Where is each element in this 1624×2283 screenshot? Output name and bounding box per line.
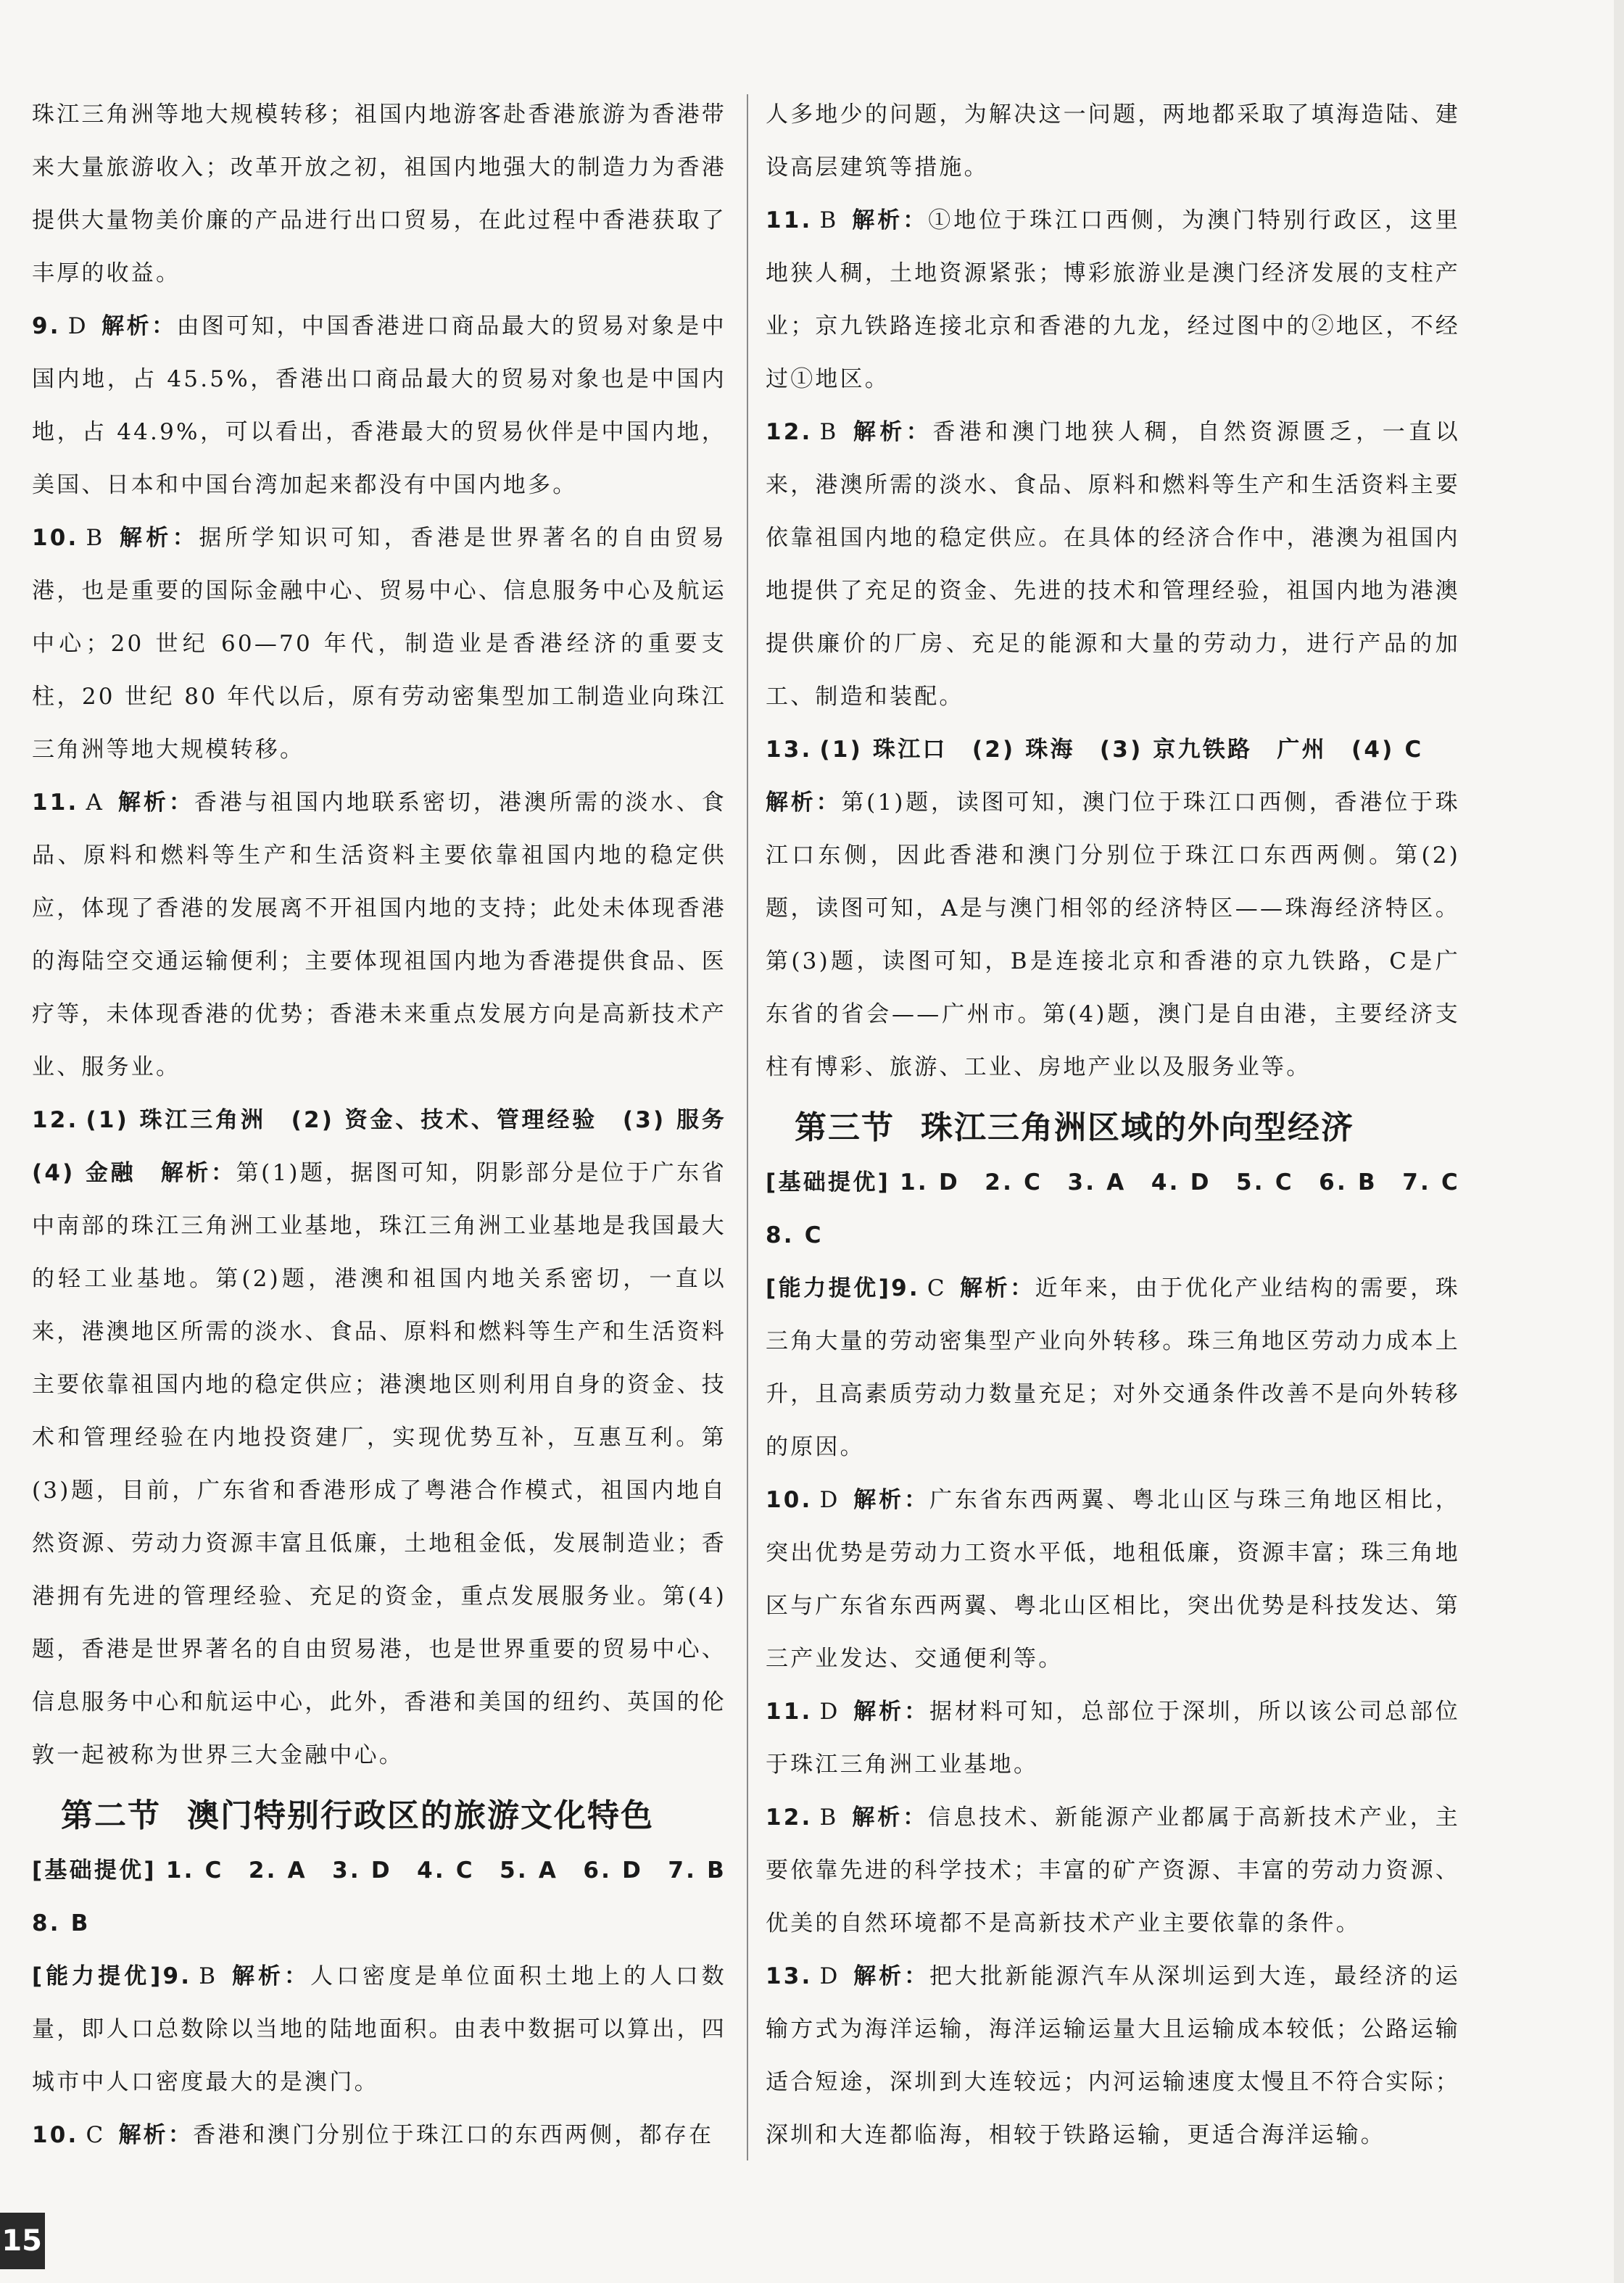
analysis-text: 广东省东西两翼、粤北山区与珠三角地区相比，突出优势是劳动力工资水平低，地租低廉，资源丰富；珠三角地区与广东省东西两翼、粤北山区相比，突出优势是科技发达、第三产业发达、交通便利等。: [766, 1487, 1460, 1672]
item-answers: (1) 珠江口 (2) 珠海 (3) 京九铁路 广州 (4) C: [819, 737, 1424, 763]
answer-item-9: [32, 300, 726, 512]
analysis-text: 人口密度是单位面积土地上的人口数量，即人口总数除以当地的陆地面积。由表中数据可以算出，四城市中人口密度最大的是澳门。: [32, 1963, 726, 2095]
analysis-label: 解析：: [117, 525, 199, 551]
item-answer: C: [927, 1275, 947, 1301]
answer-item-10b: [32, 2109, 726, 2162]
analysis-label: 解析：: [160, 1160, 236, 1186]
analysis-label: 解析：: [851, 1805, 929, 1831]
item-number: 12.: [766, 1805, 813, 1831]
item-answers: (1) 珠江三角洲 (2) 资金、技术、管理经验 (3) 服务 (4) 金融: [32, 1107, 752, 1186]
analysis-label: 解析：: [853, 1699, 929, 1725]
analysis-text: 第(1)题，据图可知，阴影部分是位于广东省中南部的珠江三角洲工业基地，珠江三角洲工业基地是我国最大的轻工业基地。第(2)题，港澳和祖国内地关系密切，一直以来，港澳地区所需的淡水、食品、原料和燃料等生产和生活资料主要依靠祖国内地的稳定供应；港澳地区则利用自身的资金、技术和管理经验在内地投资建厂，实现优势互补，互惠互利。第(3)题，目前，广东省和香港形成了粤港合作模式，祖国内地自然资源、劳动力资源丰富且低廉，土地租金低，发展制造业；香港拥有先进的管理经验、充足的资金，重点发展服务业。第(4)题，香港是世界著名的自由贸易港，也是世界重要的贸易中心、信息服务中心和航运中心，此外，香港和美国的纽约、英国的伦敦一起被称为世界三大金融中心。: [32, 1160, 726, 1768]
section-title: 珠江三角洲区域的外向型经济: [921, 1109, 1354, 1146]
analysis-text: 香港与祖国内地联系密切，港澳所需的淡水、食品、原料和燃料等生产和生活资料主要依靠祖国内地的稳定供应，体现了香港的发展离不开祖国内地的支持；此处未体现香港的海陆空交通运输便利；主要体现祖国内地为香港提供食品、医疗等，未体现香港的优势；香港未来重点发展方向是高新技术产业、服务业。: [32, 790, 726, 1080]
analysis-text: 香港和澳门地狭人稠，自然资源匮乏，一直以来，港澳所需的淡水、食品、原料和燃料等生产和生活资料主要依靠祖国内地的稳定供应。在具体的经济合作中，港澳为祖国内地提供了充足的资金、先进的技术和管理经验，祖国内地为港澳提供廉价的厂房、充足的能源和大量的劳动力，进行产品的加工、制造和装配。: [766, 419, 1460, 710]
basic-answer-list: 1. C 2. A 3. D 4. C 5. A 6. D 7. B 8. B: [32, 1857, 752, 1936]
analysis-text: 信息技术、新能源产业都属于高新技术产业，主要依靠先进的科学技术；丰富的矿产资源、丰富的劳动力资源、优美的自然环境都不是高新技术产业主要依靠的条件。: [766, 1805, 1460, 1936]
item-number: 10.: [32, 2122, 79, 2148]
item-number: 12.: [766, 419, 813, 445]
basic-answer-list: 1. D 2. C 3. A 4. D 5. C 6. B 7. C 8. C: [766, 1169, 1486, 1248]
item-number: 11.: [32, 790, 79, 816]
item-answer: B: [819, 207, 839, 233]
answer-item-11: [766, 194, 1460, 406]
item-answer: D: [819, 1487, 840, 1513]
basic-answers-3: [766, 1156, 1486, 1262]
item-number: 13.: [766, 1963, 813, 1989]
analysis-label: 解析：: [231, 1963, 310, 1989]
ability-item-9: [32, 1950, 726, 2109]
section-number: 第二节: [61, 1797, 161, 1834]
answer-item-12: [32, 1094, 752, 1782]
item-answer: B: [819, 419, 839, 445]
analysis-label: 解析：: [101, 313, 177, 339]
item-answer: A: [86, 790, 105, 816]
item-answer: B: [199, 1963, 218, 1989]
answer-item-13b: [766, 1950, 1460, 2162]
paragraph-continued: 珠江三角洲等地大规模转移；祖国内地游客赴香港旅游为香港带来大量旅游收入；改革开放之初，祖国内地强大的制造力为香港提供大量物美价廉的产品进行出口贸易，在此过程中香港获取了丰厚的收益。: [32, 101, 726, 286]
answer-item-12: [766, 406, 1460, 724]
left-column: [32, 88, 752, 2162]
item-number: 10.: [766, 1487, 813, 1513]
item-answer: B: [86, 525, 105, 551]
item-number: 12.: [32, 1107, 79, 1133]
analysis-text: 据所学知识可知，香港是世界著名的自由贸易港，也是重要的国际金融中心、贸易中心、信息服务中心及航运中心；20 世纪 60—70 年代，制造业是香港经济的重要支柱，20 世纪 80 年代以后，原有劳动密集型加工制造业向珠江三角洲等地大规模转移。: [32, 525, 726, 763]
page-edge: [1614, 0, 1624, 2283]
analysis-label: 解析：: [853, 1487, 929, 1513]
section-title: 澳门特别行政区的旅游文化特色: [187, 1797, 654, 1834]
answer-item-11b: [766, 1686, 1460, 1791]
answer-item-10: [32, 512, 726, 776]
item-answer: D: [67, 313, 88, 339]
analysis-text: 香港和澳门分别位于珠江口的东西两侧，都存在: [193, 2122, 714, 2148]
answer-item-12b: [766, 1791, 1460, 1950]
item-number: 9.: [162, 1963, 192, 1989]
section-heading-2: [32, 1788, 726, 1844]
analysis-text: 据材料可知，总部位于深圳，所以该公司总部位于珠江三角洲工业基地。: [766, 1699, 1460, 1778]
ability-item-9: [766, 1262, 1460, 1474]
analysis-label: 解析：: [117, 790, 194, 816]
basic-tag: [基础提优]: [32, 1857, 157, 1884]
analysis-text: ①地位于珠江口西侧，为澳门特别行政区，这里地狭人稠，土地资源紧张；博彩旅游业是澳门经济发展的支柱产业；京九铁路连接北京和香港的九龙，经过图中的②地区，不经过①地区。: [766, 207, 1460, 392]
item-number: 9.: [32, 313, 61, 339]
answer-item-10: [766, 1474, 1460, 1686]
item-number: 11.: [766, 207, 813, 233]
answer-item-13: [766, 724, 1460, 1094]
section-heading-3: [766, 1100, 1460, 1156]
answer-item-11: [32, 776, 726, 1094]
paragraph-continued: 人多地少的问题，为解决这一问题，两地都采取了填海造陆、建设高层建筑等措施。: [766, 101, 1460, 181]
item-number: 9.: [891, 1275, 920, 1301]
analysis-text: 由图可知，中国香港进口商品最大的贸易对象是中国内地，占 45.5%，香港出口商品最大的贸易对象也是中国内地，占 44.9%，可以看出，香港最大的贸易伙伴是中国内地，美国、日本和中国台湾加起来都没有中国内地多。: [32, 313, 726, 498]
basic-tag: [基础提优]: [766, 1169, 890, 1196]
item-answer: C: [86, 2122, 106, 2148]
analysis-label: 解析：: [118, 2122, 194, 2148]
right-column: [766, 88, 1486, 2162]
analysis-label: 解析：: [766, 790, 842, 816]
analysis-text: 近年来，由于优化产业结构的需要，珠三角大量的劳动密集型产业向外转移。珠三角地区劳动力成本上升，且高素质劳动力数量充足；对外交通条件改善不是向外转移的原因。: [766, 1275, 1460, 1460]
item-answer: B: [819, 1805, 839, 1831]
analysis-label: 解析：: [851, 207, 929, 233]
item-number: 11.: [766, 1699, 813, 1725]
item-answer: D: [819, 1699, 840, 1725]
section-number: 第三节: [795, 1109, 895, 1146]
analysis-text: 第(1)题，读图可知，澳门位于珠江口西侧，香港位于珠江口东侧，因此香港和澳门分别位于珠江口东西两侧。第(2)题，读图可知，A是与澳门相邻的经济特区——珠海经济特区。第(3)题，读图可知，B是连接北京和香港的京九铁路，C是广东省的省会——广州市。第(4)题，澳门是自由港，主要经济支柱有博彩、旅游、工业、房地产业以及服务业等。: [766, 790, 1461, 1080]
analysis-text: 把大批新能源汽车从深圳运到大连，最经济的运输方式为海洋运输，海洋运输运量大且运输成本较低；公路运输适合短途，深圳到大连较远；内河运输速度太慢且不符合实际；深圳和大连都临海，相较于铁路运输，更适合海洋运输。: [766, 1963, 1460, 2148]
analysis-label: 解析：: [853, 1963, 929, 1989]
ability-tag: [能力提优]: [766, 1275, 892, 1301]
item-number: 13.: [766, 737, 813, 763]
analysis-label: 解析：: [959, 1275, 1035, 1301]
item-number: 10.: [32, 525, 79, 551]
page-number: 15: [0, 2213, 45, 2269]
ability-tag: [能力提优]: [32, 1963, 163, 1989]
analysis-label: 解析：: [851, 419, 933, 445]
basic-answers-2: [32, 1844, 752, 1950]
item-answer: D: [819, 1963, 840, 1989]
